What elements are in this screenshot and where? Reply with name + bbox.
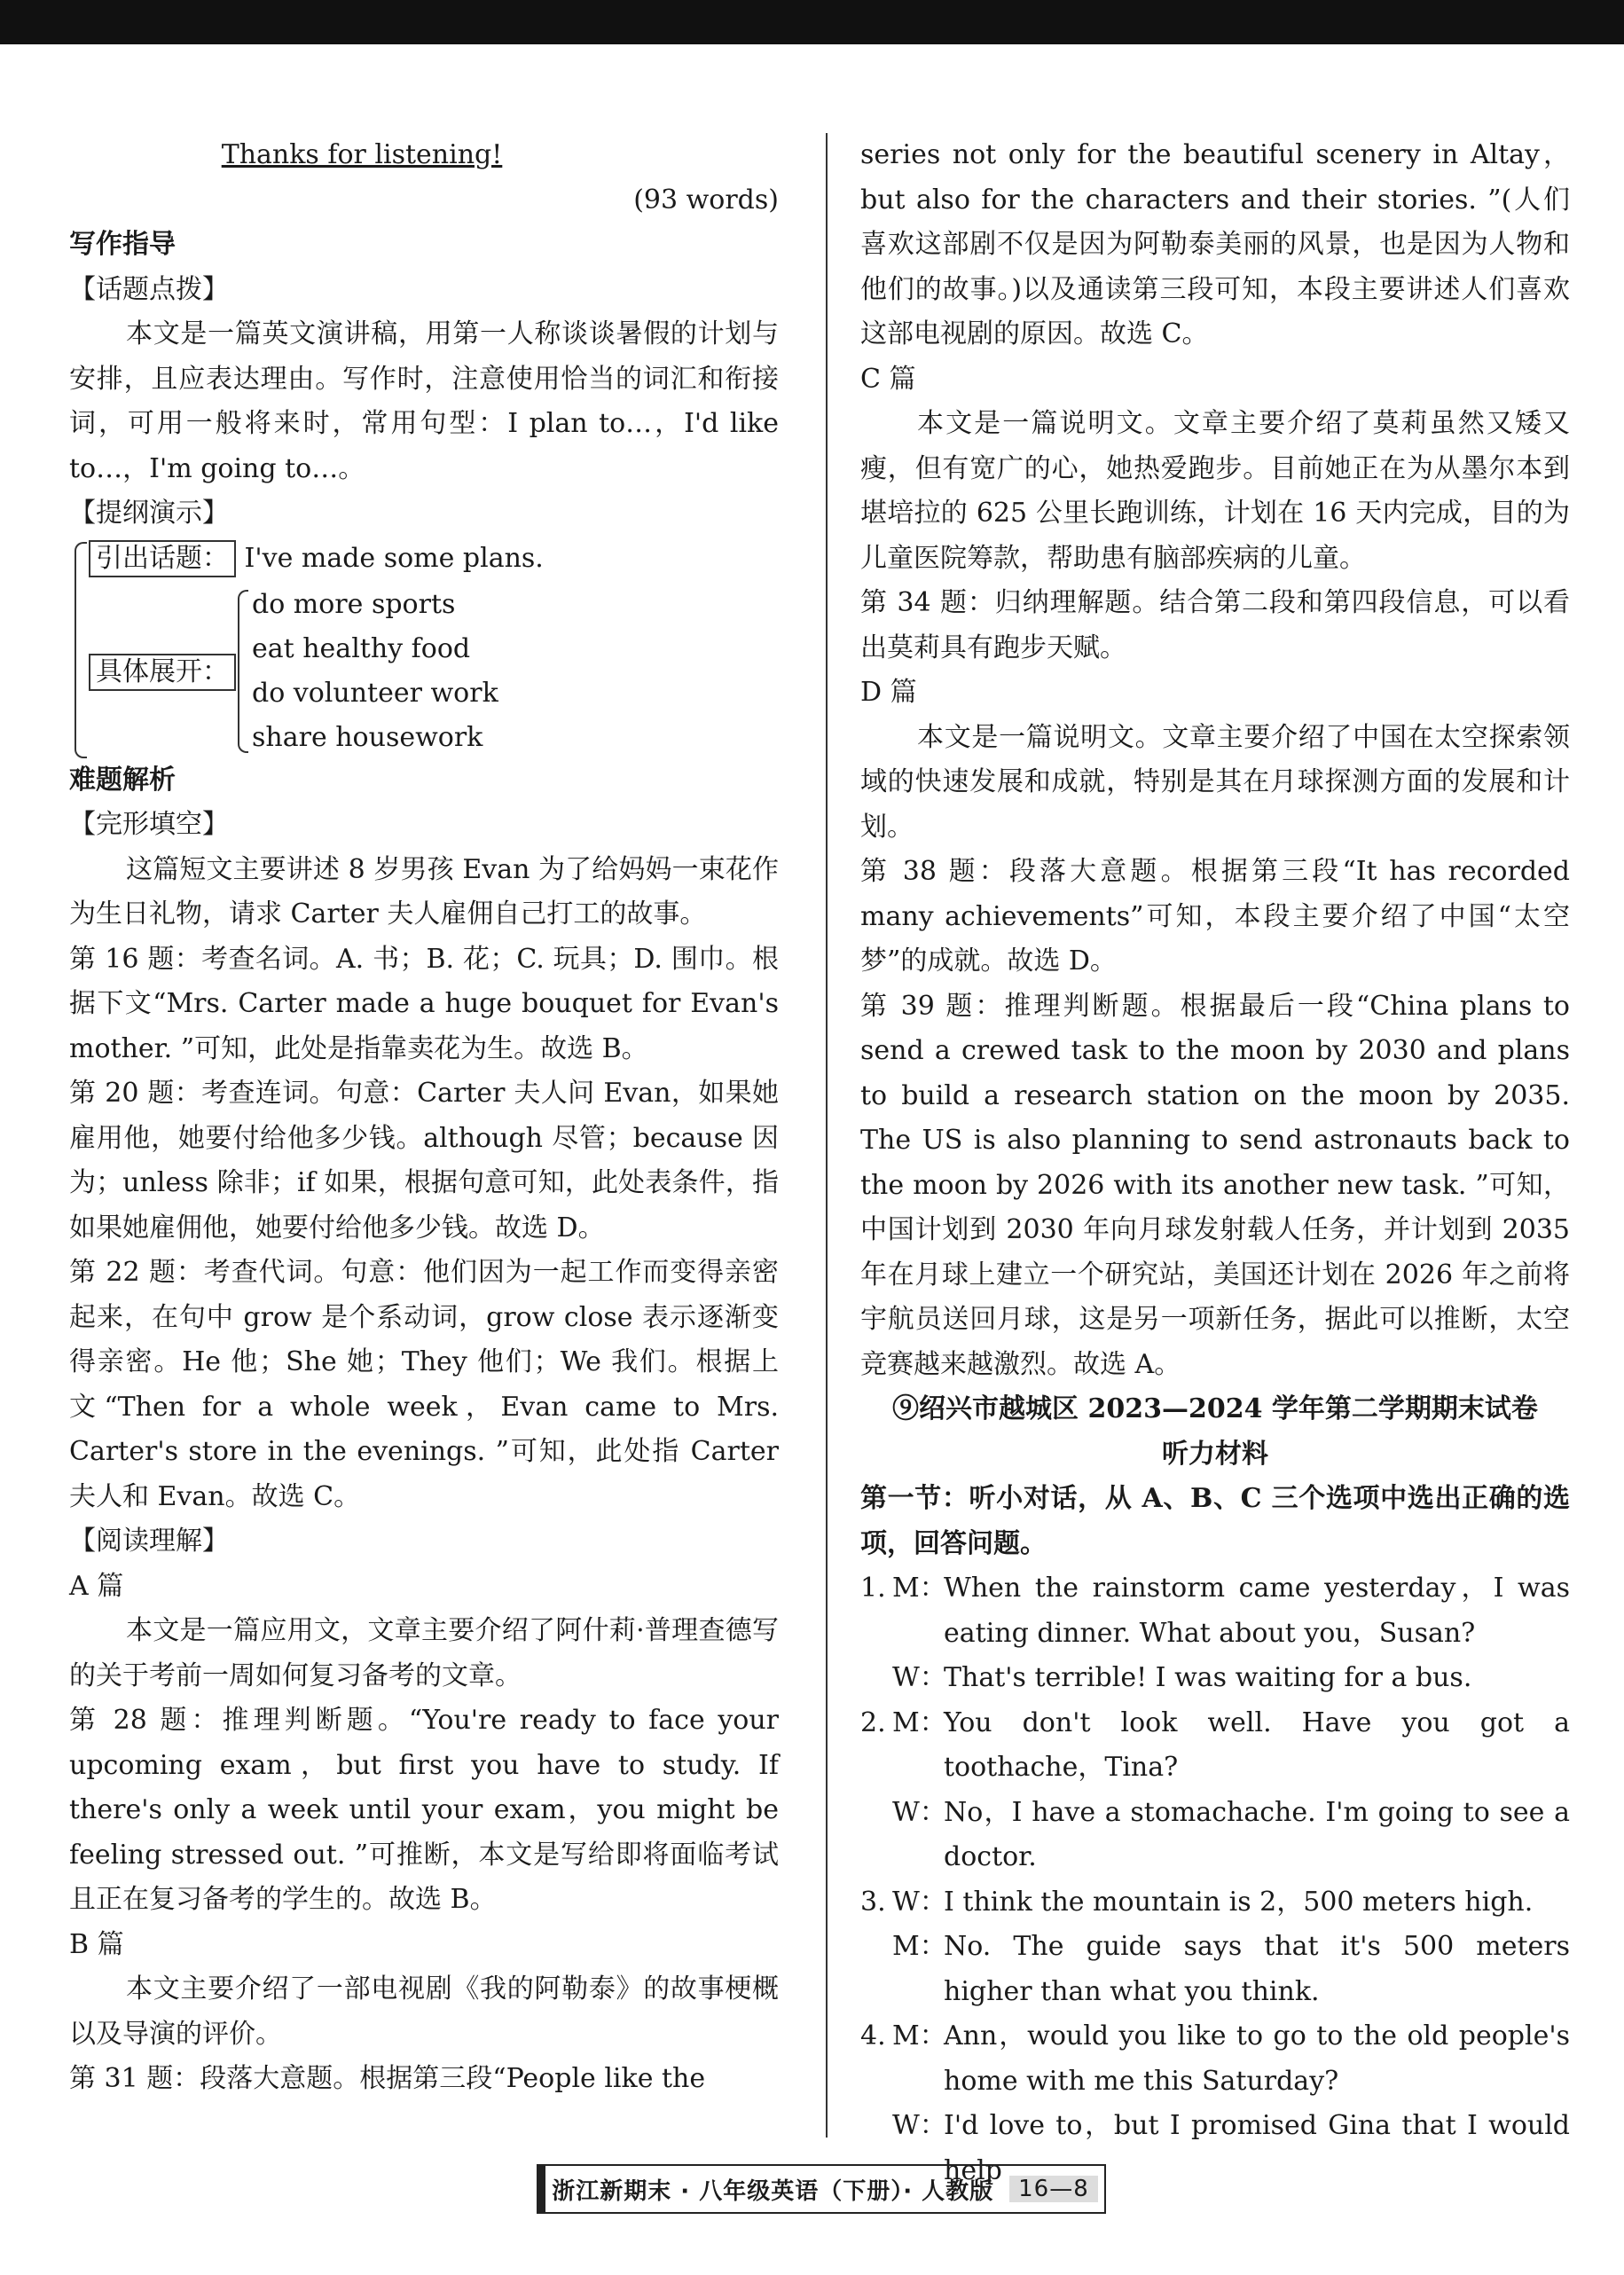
detail-item: do more sports — [252, 588, 456, 620]
speaker-label: W： — [892, 1886, 946, 1918]
speaker-label: M： — [892, 1706, 946, 1738]
outline-intro-row — [89, 537, 544, 582]
passage-c-label: C 篇 — [860, 363, 916, 395]
top-edge-bar — [0, 0, 1624, 44]
outline-bracket — [75, 542, 87, 758]
word-count: (93 words) — [633, 184, 779, 216]
detail-item: share housework — [252, 721, 483, 753]
question-34: 第 34 题：归纳理解题。结合第二段和第四段信息，可以看出莫莉具有跑步天赋。 — [860, 587, 1570, 663]
dialogue-line — [860, 1925, 1570, 2014]
speaker-label: M： — [892, 1931, 946, 1962]
page-footer — [537, 2164, 1106, 2214]
writing-guide-heading: 写作指导 — [69, 229, 176, 260]
dialogue-line — [860, 1791, 1570, 1880]
speaker-label: M： — [892, 1573, 946, 1604]
cloze-tag: 【完形填空】 — [69, 809, 229, 840]
passage-b-label: B 篇 — [69, 1928, 124, 1960]
dialogue-text: No，I have a stomachache. I'm going to see a doctor. — [944, 1796, 1570, 1872]
dialogue-line — [860, 2014, 1570, 2104]
dialogue-number: 4. — [860, 2020, 886, 2051]
passage-d-label: D 篇 — [860, 677, 917, 708]
dialogue-line — [860, 1656, 1570, 1701]
left-column — [69, 133, 779, 2102]
detail-item: do volunteer work — [252, 677, 498, 709]
right-column — [860, 133, 1570, 2193]
footer-title: 浙江新期末 · 八年级英语（下册）· 人教版 — [552, 2177, 994, 2205]
passage-d-intro: 本文是一篇说明文。文章主要介绍了中国在太空探索领域的快速发展和成就，特别是其在月球探测方面的发展和计划。 — [860, 721, 1570, 843]
dialogue-text: You don't look well. Have you got a toothache，Tina? — [944, 1706, 1570, 1783]
reading-tag: 【阅读理解】 — [69, 1526, 229, 1557]
exam-subtitle: 听力材料 — [1162, 1438, 1268, 1470]
question-39: 第 39 题：推理判断题。根据最后一段“China plans to send a crewed task to the moon by 2030 and plans to build a research station on the moon by 2035. The US is also planning to send astronauts back to the moon by 2026 with its another new task. ”可知，中国计划到 2030 年向月球发射载人任务，并计划到 2035 年在月球上建立一个研究站，美国还计划在 2026 年之前将宇航员送回月球，这是另一项新任务，据此可以推断，太空竞赛越来越激烈。故选 A。 — [860, 990, 1570, 1380]
question-38: 第 38 题：段落大意题。根据第三段“It has recorded many achievements”可知，本段主要介绍了中国“太空梦”的成就。故选 D。 — [860, 856, 1570, 977]
outline-detail-row — [89, 650, 236, 695]
detail-bracket — [238, 590, 248, 753]
section-1-instructions: 第一节：听小对话，从 A、B、C 三个选项中选出正确的选项，回答问题。 — [860, 1483, 1570, 1559]
topic-tag: 【话题点拨】 — [69, 273, 229, 305]
dialogue-text: That's terrible! I was waiting for a bus. — [944, 1662, 1472, 1693]
column-divider — [826, 133, 828, 2138]
intro-label: 引出话题： — [89, 540, 236, 577]
question-22: 第 22 题：考查代词。句意：他们因为一起工作而变得亲密起来，在句中 grow 是个系动词，grow close 表示逐渐变得亲密。He 他；She 她；They 他们；We 我们。根据上文“Then for a whole week，Evan came to Mrs. Carter's store in the evenings. ”可知，此处指 Carter 夫人和 Evan。故选 C。 — [69, 1257, 779, 1512]
dialogue-line — [860, 1880, 1570, 1926]
speaker-label: M： — [892, 2020, 946, 2051]
outline-diagram — [69, 537, 779, 758]
question-31-start: 第 31 题：段落大意题。根据第三段“People like the — [69, 2063, 706, 2094]
topic-text: 本文是一篇英文演讲稿，用第一人称谈谈暑假的计划与安排，且应表达理由。写作时，注意使用恰当的词汇和衔接词，可用一般将来时，常用句型：I plan to…，I'd like to…，I'm going to…。 — [69, 318, 779, 484]
cloze-intro: 这篇短文主要讲述 8 岁男孩 Evan 为了给妈妈一束花作为生日礼物，请求 Carter 夫人雇佣自己打工的故事。 — [69, 853, 779, 930]
dialogue-text: When the rainstorm came yesterday，I was eating dinner. What about you，Susan? — [944, 1573, 1570, 1649]
speaker-label: W： — [892, 1796, 946, 1828]
speaker-label: W： — [892, 1662, 946, 1693]
exam-title: ⑨绍兴市越城区 2023—2024 学年第二学期期末试卷 — [892, 1393, 1538, 1424]
passage-c-intro: 本文是一篇说明文。文章主要介绍了莫莉虽然又矮又瘦，但有宽广的心，她热爱跑步。目前她正在为从墨尔本到堪培拉的 625 公里长跑训练，计划在 16 天内完成，目的为儿童医院筹款，帮助患有脑部疾病的儿童。 — [860, 408, 1570, 574]
closing-line: Thanks for listening! — [221, 139, 503, 170]
passage-a-intro: 本文是一篇应用文，文章主要介绍了阿什莉·普理查德写的关于考前一周如何复习备考的文章。 — [69, 1615, 779, 1691]
question-28: 第 28 题：推理判断题。“You're ready to face your upcoming exam，but first you have to study. If there's only a week until your exam，you might be feeling stressed out. ”可推断，本文是写给即将面临考试且正在复习备考的学生的。故选 B。 — [69, 1705, 779, 1915]
question-16: 第 16 题：考查名词。A. 书；B. 花；C. 玩具；D. 围巾。根据下文“Mrs. Carter made a huge bouquet for Evan's mother. ”可知，此处是指靠卖花为生。故选 B。 — [69, 943, 779, 1064]
dialogue-number: 1. — [860, 1573, 886, 1604]
page-number: 16—8 — [1009, 2176, 1098, 2202]
question-31-continued: series not only for the beautiful scenery in Altay，but also for the characters and their stories. ”(人们喜欢这部剧不仅是因为阿勒泰美丽的风景，也是因为人物和他们的故事。)以及通读第三段可知，本段主要讲述人们喜欢这部电视剧的原因。故选 C。 — [860, 139, 1570, 349]
dialogue-number: 2. — [860, 1706, 886, 1738]
dialogue-text: I'd love to，but I promised Gina that I would help — [944, 2110, 1570, 2186]
dialogue-text: I think the mountain is 2，500 meters high. — [944, 1886, 1534, 1918]
question-20: 第 20 题：考查连词。句意：Carter 夫人问 Evan，如果她雇用他，她要付给他多少钱。although 尽管；because 因为；unless 除非；if 如果，根据句意可知，此处表条件，指如果她雇佣他，她要付给他多少钱。故选 D。 — [69, 1078, 779, 1243]
passage-a-label: A 篇 — [69, 1570, 124, 1602]
dialogue-number: 3. — [860, 1886, 886, 1918]
difficult-heading: 难题解析 — [69, 764, 176, 796]
speaker-label: W： — [892, 2110, 946, 2141]
dialogue-text: Ann，would you like to go to the old people's home with me this Saturday? — [944, 2020, 1570, 2097]
dialogue-line — [860, 1566, 1570, 1656]
outline-tag: 【提纲演示】 — [69, 498, 229, 529]
detail-item: eat healthy food — [252, 632, 471, 664]
dialogue-line — [860, 1701, 1570, 1791]
passage-b-intro: 本文主要介绍了一部电视剧《我的阿勒泰》的故事梗概以及导演的评价。 — [69, 1973, 779, 2050]
intro-text: I've made some plans. — [244, 542, 544, 574]
dialogue-text: No. The guide says that it's 500 meters higher than what you think. — [944, 1931, 1570, 2007]
detail-label: 具体展开： — [89, 654, 236, 691]
